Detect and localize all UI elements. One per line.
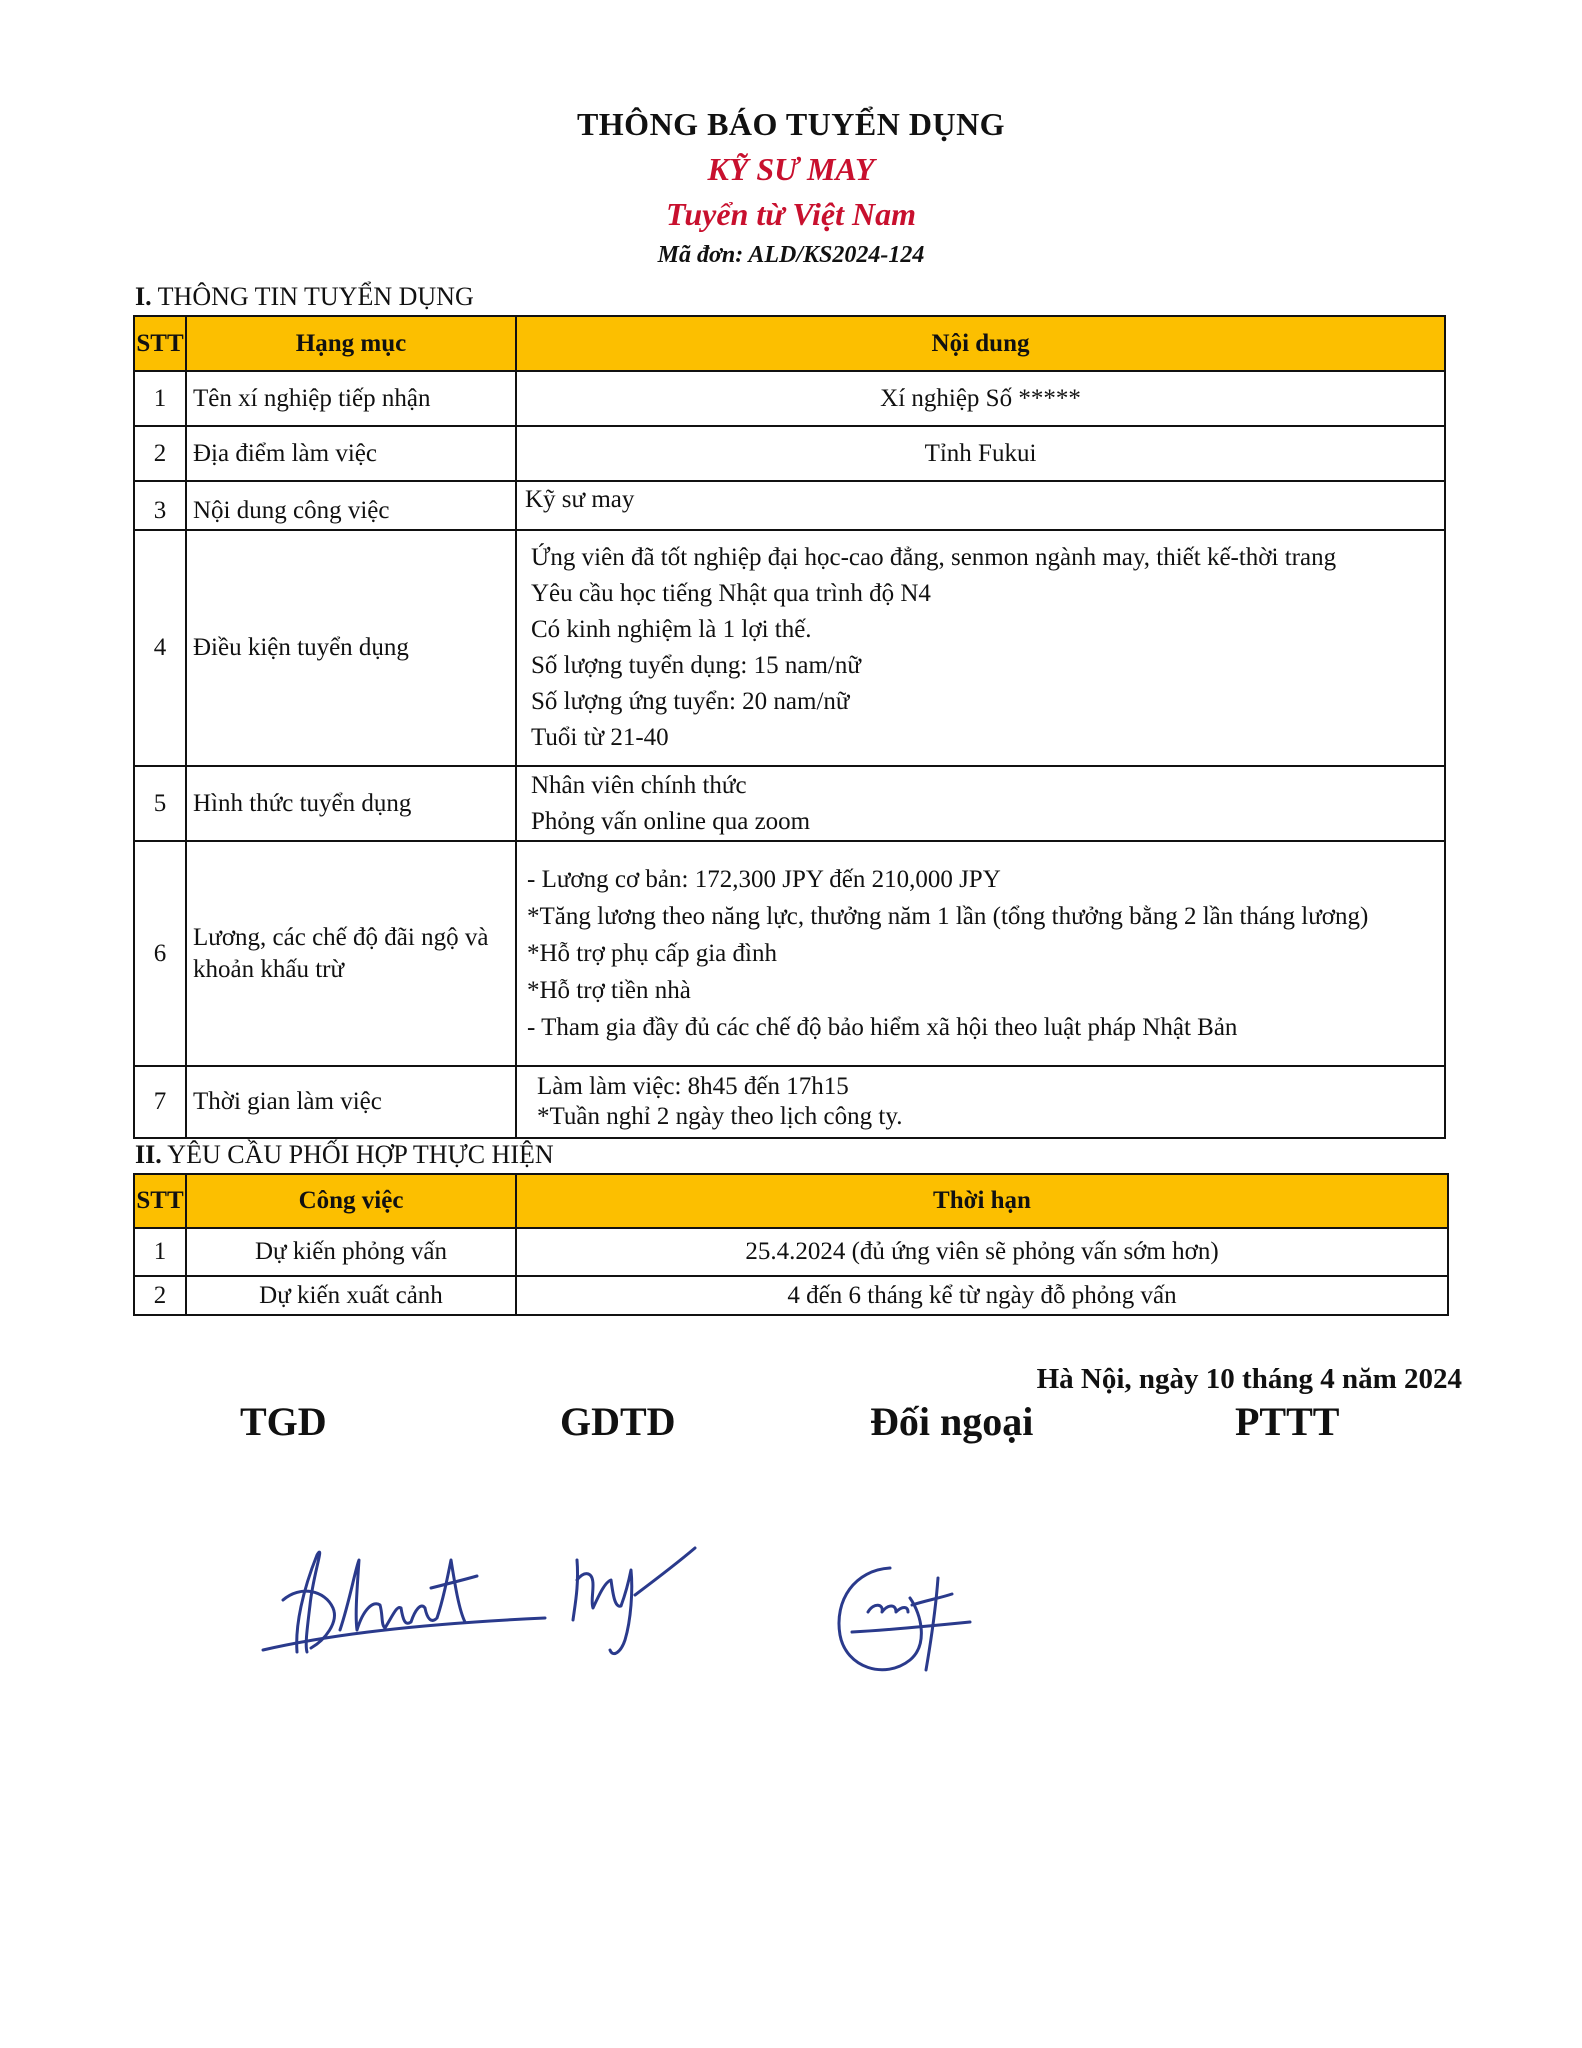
col-header-task: Công việc bbox=[186, 1174, 516, 1228]
row-content-list bbox=[516, 1066, 1445, 1138]
table-row bbox=[134, 1228, 1448, 1276]
row-stt: 3 bbox=[134, 481, 186, 530]
table-row bbox=[134, 530, 1445, 766]
table-row bbox=[134, 1066, 1445, 1138]
section-2-title: YÊU CẦU PHỐI HỢP THỰC HIỆN bbox=[167, 1140, 554, 1169]
row-content-list bbox=[516, 530, 1445, 766]
coordination-table bbox=[133, 1173, 1449, 1316]
recruitment-form-line: Nhân viên chính thức bbox=[531, 771, 747, 799]
requirement-line: Số lượng tuyển dụng: 15 nam/nữ bbox=[531, 652, 861, 679]
signature-gdtd bbox=[565, 1540, 705, 1680]
order-code: Mã đơn: ALD/KS2024-124 bbox=[657, 242, 925, 268]
signatory-gdtd: GDTD bbox=[560, 1399, 676, 1444]
table-row bbox=[134, 481, 1445, 530]
section-1-title: THÔNG TIN TUYỂN DỤNG bbox=[157, 282, 474, 311]
salary-line: *Hỗ trợ phụ cấp gia đình bbox=[527, 940, 777, 967]
recruitment-info-table bbox=[133, 315, 1446, 1139]
row-label: Nội dung công việc bbox=[186, 481, 516, 530]
signatory-pttt: PTTT bbox=[1235, 1399, 1340, 1444]
job-title: KỸ SƯ MAY bbox=[707, 151, 875, 187]
row-content: Tỉnh Fukui bbox=[516, 426, 1445, 481]
requirement-line: Yêu cầu học tiếng Nhật qua trình độ N4 bbox=[531, 580, 931, 607]
row-stt: 7 bbox=[134, 1066, 186, 1138]
signature-doi-ngoai bbox=[830, 1560, 980, 1690]
salary-line: - Lương cơ bản: 172,300 JPY đến 210,000 JPY bbox=[527, 866, 1001, 893]
requirement-line: Số lượng ứng tuyển: 20 nam/nữ bbox=[531, 688, 850, 715]
row-label: Lương, các chế độ đãi ngộ và khoản khấu trừ bbox=[186, 841, 516, 1066]
row-task: Dự kiến xuất cảnh bbox=[186, 1276, 516, 1315]
row-stt: 6 bbox=[134, 841, 186, 1066]
col-header-deadline: Thời hạn bbox=[516, 1174, 1448, 1228]
row-stt: 1 bbox=[134, 1228, 186, 1276]
recruitment-form-line: Phỏng vấn online qua zoom bbox=[531, 807, 811, 835]
col-header-stt: STT bbox=[134, 316, 186, 371]
table-row bbox=[134, 766, 1445, 841]
place-and-date: Hà Nội, ngày 10 tháng 4 năm 2024 bbox=[1036, 1363, 1462, 1395]
row-stt: 2 bbox=[134, 426, 186, 481]
row-content: Xí nghiệp Số ***** bbox=[516, 371, 1445, 426]
work-time-line: *Tuần nghỉ 2 ngày theo lịch công ty. bbox=[537, 1103, 903, 1130]
row-label: Địa điểm làm việc bbox=[186, 426, 516, 481]
row-label: Hình thức tuyển dụng bbox=[186, 766, 516, 841]
table-row bbox=[134, 841, 1445, 1066]
row-stt: 2 bbox=[134, 1276, 186, 1315]
row-content-list bbox=[516, 841, 1445, 1066]
row-deadline: 25.4.2024 (đủ ứng viên sẽ phỏng vấn sớm hơn) bbox=[516, 1228, 1448, 1276]
signatory-tgd: TGD bbox=[240, 1399, 327, 1444]
row-label: Tên xí nghiệp tiếp nhận bbox=[186, 371, 516, 426]
row-stt: 4 bbox=[134, 530, 186, 766]
section-2-heading bbox=[135, 1140, 554, 1170]
row-label: Điều kiện tuyển dụng bbox=[186, 530, 516, 766]
table-header-row bbox=[134, 316, 1445, 371]
row-deadline: 4 đến 6 tháng kể từ ngày đỗ phỏng vấn bbox=[516, 1276, 1448, 1315]
document-title: THÔNG BÁO TUYỂN DỤNG bbox=[576, 106, 1006, 142]
requirement-line: Tuổi từ 21-40 bbox=[531, 724, 669, 751]
table-row bbox=[134, 1276, 1448, 1315]
row-label: Thời gian làm việc bbox=[186, 1066, 516, 1138]
work-time-line: Làm làm việc: 8h45 đến 17h15 bbox=[537, 1073, 849, 1100]
requirement-line: Có kinh nghiệm là 1 lợi thế. bbox=[531, 616, 812, 643]
table-row bbox=[134, 371, 1445, 426]
col-header-stt: STT bbox=[134, 1174, 186, 1228]
recruitment-source: Tuyển từ Việt Nam bbox=[666, 196, 916, 232]
col-header-category: Hạng mục bbox=[186, 316, 516, 371]
section-2-numeral: II. bbox=[135, 1140, 162, 1169]
row-stt: 1 bbox=[134, 371, 186, 426]
col-header-content: Nội dung bbox=[516, 316, 1445, 371]
table-row bbox=[134, 426, 1445, 481]
requirement-line: Ứng viên đã tốt nghiệp đại học-cao đẳng, senmon ngành may, thiết kế-thời trang bbox=[531, 544, 1337, 571]
row-content: Kỹ sư may bbox=[516, 481, 1445, 530]
section-1-numeral: I. bbox=[135, 282, 152, 311]
row-task: Dự kiến phỏng vấn bbox=[186, 1228, 516, 1276]
row-stt: 5 bbox=[134, 766, 186, 841]
signature-tgd bbox=[255, 1530, 555, 1680]
salary-line: - Tham gia đầy đủ các chế độ bảo hiểm xã hội theo luật pháp Nhật Bản bbox=[527, 1014, 1238, 1041]
section-1-heading bbox=[135, 282, 474, 312]
row-content-list bbox=[516, 766, 1445, 841]
salary-line: *Hỗ trợ tiền nhà bbox=[527, 977, 691, 1004]
table-header-row bbox=[134, 1174, 1448, 1228]
signatory-doi-ngoai: Đối ngoại bbox=[870, 1399, 1034, 1444]
salary-line: *Tăng lương theo năng lực, thưởng năm 1 lần (tổng thưởng bằng 2 lần tháng lương) bbox=[527, 903, 1369, 930]
